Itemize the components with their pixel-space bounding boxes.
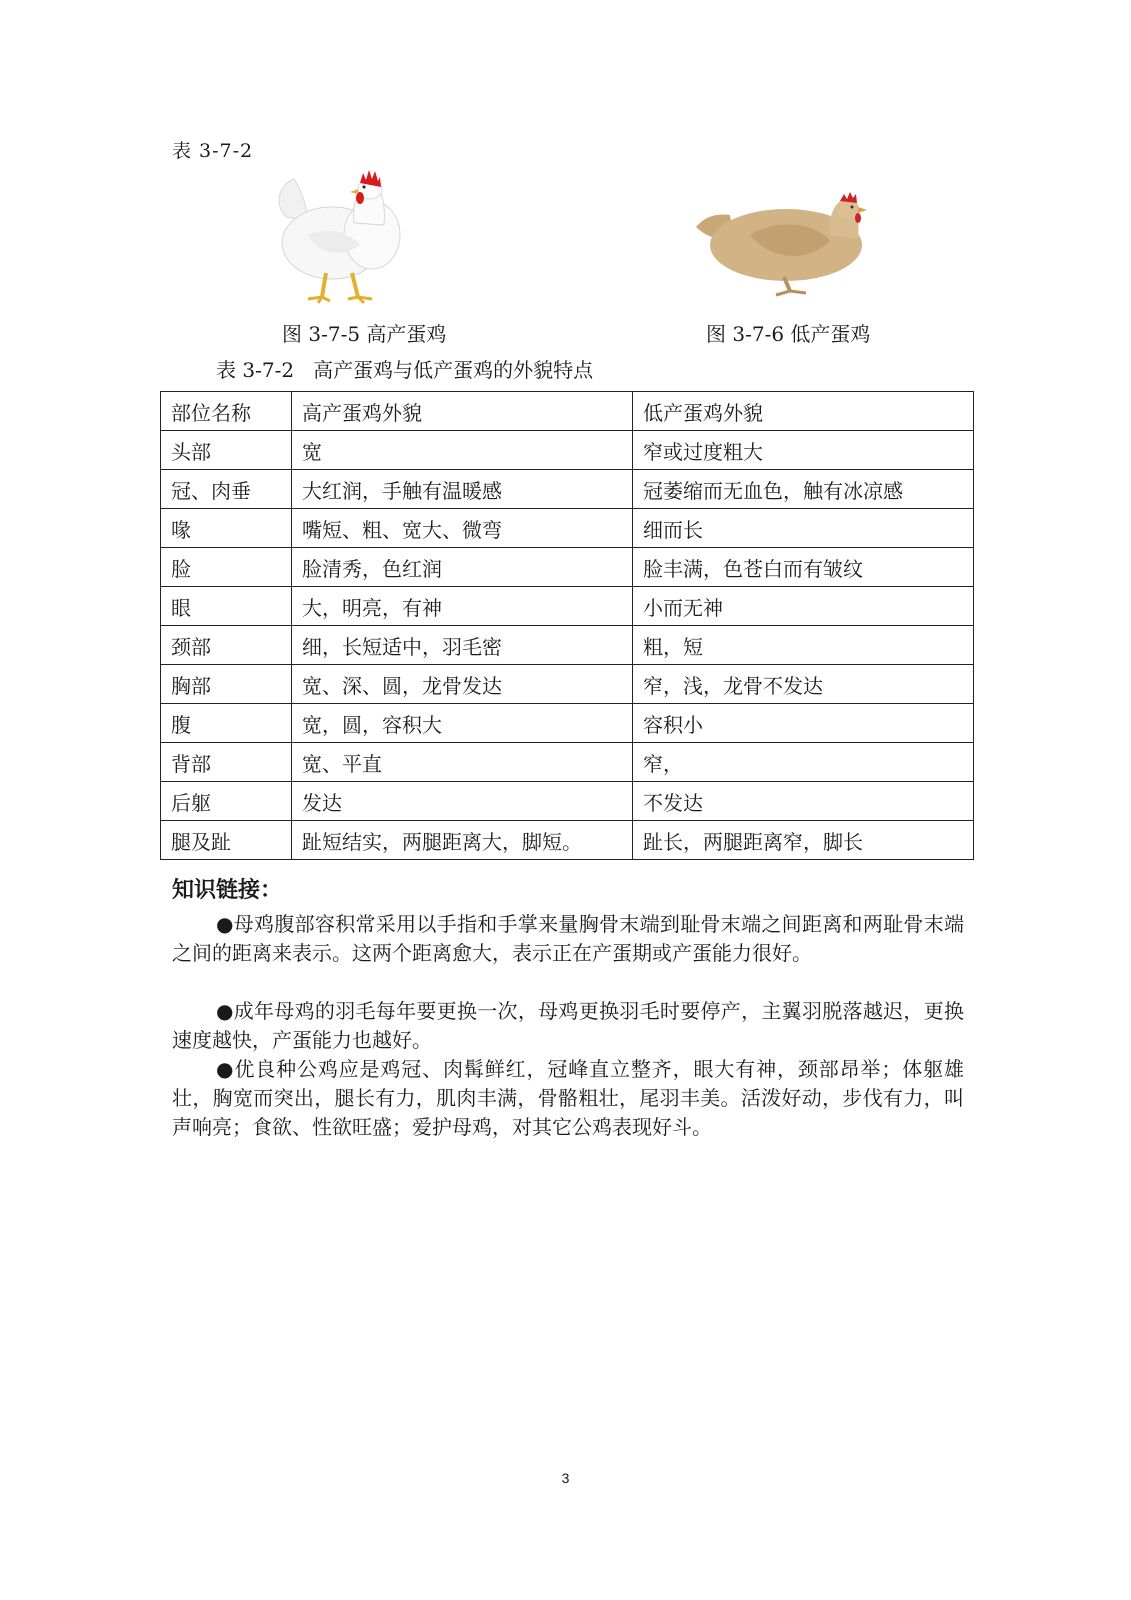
table-cell: 腿及趾 (161, 821, 292, 860)
table-cell: 小而无神 (633, 587, 974, 626)
high-production-hen-photo (268, 165, 413, 307)
table-row (161, 665, 974, 704)
table-cell: 胸部 (161, 665, 292, 704)
table-cell: 头部 (161, 431, 292, 470)
table-cell: 不发达 (633, 782, 974, 821)
table-cell: 冠、肉垂 (161, 470, 292, 509)
table-row (161, 509, 974, 548)
table-cell: 细，长短适中，羽毛密 (292, 626, 633, 665)
header-cell: 高产蛋鸡外貌 (292, 392, 633, 431)
table-row (161, 626, 974, 665)
knowledge-paragraph: ●母鸡腹部容积常采用以手指和手掌来量胸骨末端到耻骨末端之间距离和两耻骨末端之间的距离来表示。这两个距离愈大，表示正在产蛋期或产蛋能力很好。 (172, 912, 964, 965)
high-production-hen-caption: 图 3-7-5 高产蛋鸡 (282, 322, 447, 346)
table-cell: 喙 (161, 509, 292, 548)
table-cell: 窄或过度粗大 (633, 431, 974, 470)
table-cell: 细而长 (633, 509, 974, 548)
low-production-hen-caption: 图 3-7-6 低产蛋鸡 (706, 322, 871, 346)
table-title: 表 3-7-2 高产蛋鸡与低产蛋鸡的外貌特点 (216, 358, 594, 382)
table-cell: 脸清秀，色红润 (292, 548, 633, 587)
table-cell: 冠萎缩而无血色，触有冰凉感 (633, 470, 974, 509)
table-cell: 嘴短、粗、宽大、微弯 (292, 509, 633, 548)
low-production-hen-photo (690, 165, 895, 307)
knowledge-paragraph: ●成年母鸡的羽毛每年要更换一次，母鸡更换羽毛时要停产，主翼羽脱落越迟，更换速度越快，产蛋能力也越好。 (172, 999, 964, 1052)
table-row (161, 782, 974, 821)
table-cell: 趾长，两腿距离窄，脚长 (633, 821, 974, 860)
table-cell: 发达 (292, 782, 633, 821)
header-cell: 部位名称 (161, 392, 292, 431)
table-cell: 宽 (292, 431, 633, 470)
table-row (161, 548, 974, 587)
knowledge-heading: 知识链接： (172, 878, 283, 903)
table-cell: 窄，浅，龙骨不发达 (633, 665, 974, 704)
table-row (161, 470, 974, 509)
table-cell: 脸 (161, 548, 292, 587)
knowledge-paragraph: ●优良种公鸡应是鸡冠、肉髯鲜红，冠峰直立整齐，眼大有神，颈部昂举；体躯雄壮，胸宽而突出，腿长有力，肌肉丰满，骨骼粗壮，尾羽丰美。活泼好动，步伐有力，叫声响亮；食欲、性欲旺盛；爱护母鸡，对其它公鸡表现好斗。 (172, 1057, 964, 1139)
table-row (161, 587, 974, 626)
table-cell: 宽、平直 (292, 743, 633, 782)
page-label: 表 3-7-2 (172, 140, 254, 162)
table-cell: 后躯 (161, 782, 292, 821)
table-cell: 宽、深、圆，龙骨发达 (292, 665, 633, 704)
table-cell: 大，明亮，有神 (292, 587, 633, 626)
traits-table (160, 391, 974, 860)
table-cell: 眼 (161, 587, 292, 626)
table-cell: 颈部 (161, 626, 292, 665)
table-cell: 趾短结实，两腿距离大，脚短。 (292, 821, 633, 860)
table-cell: 脸丰满，色苍白而有皱纹 (633, 548, 974, 587)
table-header-row (161, 392, 974, 431)
table-cell: 背部 (161, 743, 292, 782)
table-row (161, 743, 974, 782)
table-cell: 大红润，手触有温暖感 (292, 470, 633, 509)
table-cell: 腹 (161, 704, 292, 743)
table-cell: 容积小 (633, 704, 974, 743)
table-cell: 粗，短 (633, 626, 974, 665)
table-cell: 窄， (633, 743, 974, 782)
header-cell: 低产蛋鸡外貌 (633, 392, 974, 431)
table-row (161, 704, 974, 743)
table-cell: 宽，圆，容积大 (292, 704, 633, 743)
table-row (161, 821, 974, 860)
table-row (161, 431, 974, 470)
page-number: 3 (561, 1470, 570, 1486)
